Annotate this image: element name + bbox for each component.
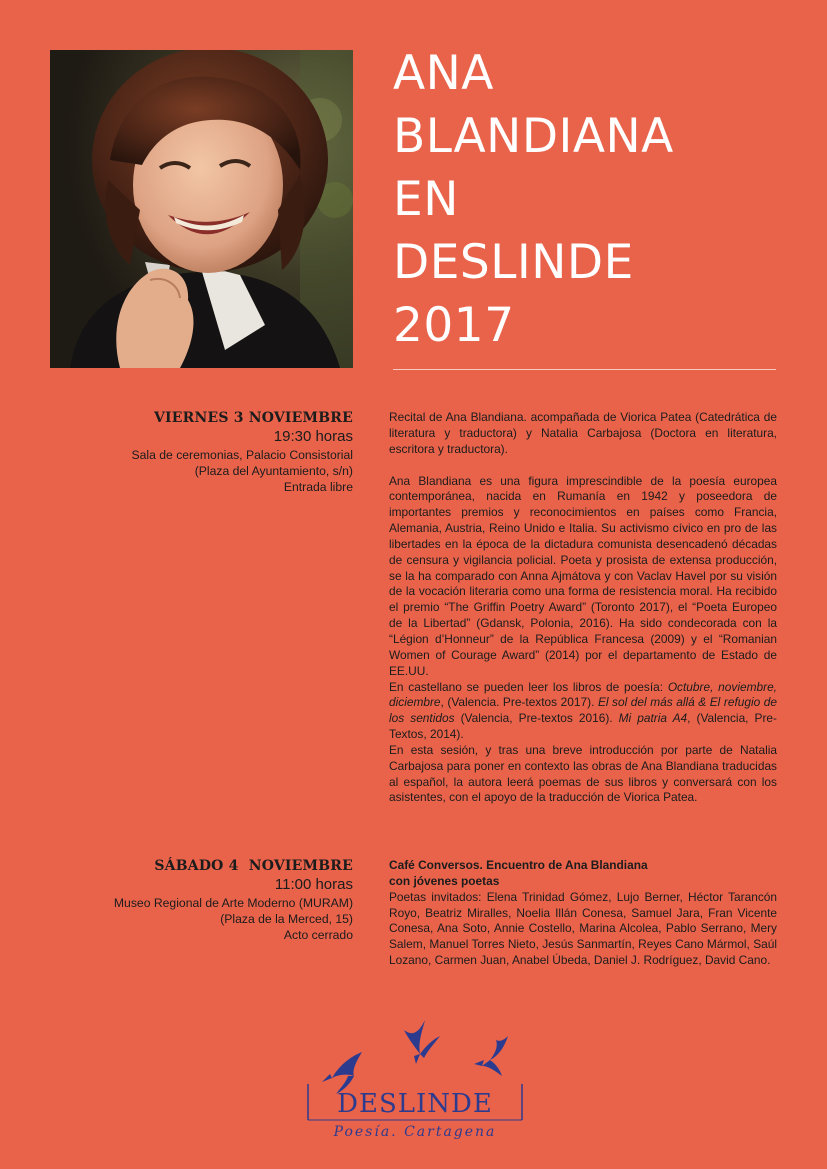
title-line: DESLINDE <box>393 235 634 290</box>
event1-session: En esta sesión, y tras una breve introducción por parte de Natalia Carbajosa para poner en contexto las obras de Ana Blandiana traducidas al español, la autora leerá poemas de sus libros y conversará con los asistentes, con el apoyo de la traducción de Viorica Patea. <box>389 742 777 805</box>
event1-time: 19:30 horas <box>273 428 353 445</box>
event1-bio: Ana Blandiana es una figura imprescindible de la poesía europea contemporánea, nacida en Rumanía en 1942 y poseedora de importantes premios y reconocimientos en países como Francia, Alemania, Austria, Reino Unido e Italia. Su activismo cívico en pro de las libertades en la época de la dictadura comunista desencadenó décadas de censura y vigilancia policial. Poeta y prosista de extensa producción, se la ha comparado con Anna Ajmátova y con Vaclav Havel por su visión de la vocación literaria como una forma de resistencia moral. Ha recibido el premio “The Griffin Poetry Award” (Toronto 2017), el “Poeta Europeo de la Libertad” (Gdansk, Polonia, 2016). Ha sido condecorada con la “Légion d’Honneur” de la República Francesa (2009) y el “Romanian Women of Courage Award” (2014) por el departamento de Estado de EE.UU. <box>389 473 777 678</box>
title-line: ANA <box>393 46 494 101</box>
event1-day: VIERNES 3 NOVIEMBRE <box>153 410 353 426</box>
event1-books <box>389 680 777 743</box>
event1-address: (Plaza del Ayuntamiento, s/n) <box>194 464 353 478</box>
title-line: EN <box>393 172 459 227</box>
deslinde-logo <box>300 1012 530 1147</box>
event2-address: (Plaza de la Merced, 15) <box>220 912 353 926</box>
event1-description <box>389 410 777 806</box>
title-line: 2017 <box>393 298 515 353</box>
event1-venue: Sala de ceremonias, Palacio Consistorial <box>131 448 353 462</box>
event2-info <box>114 857 353 943</box>
event2-heading-line: Café Conversos. Encuentro de Ana Blandiana <box>389 858 648 872</box>
book-title: Mi patria A4 <box>618 711 688 726</box>
event2-heading <box>389 858 777 890</box>
event1-intro: Recital de Ana Blandiana. acompañada de Viorica Patea (Catedrática de literatura y traductora) y Natalia Carbajosa (Doctora en literatura, escritora y traductora). <box>389 410 777 456</box>
event2-venue: Museo Regional de Arte Moderno (MURAM) <box>113 896 353 910</box>
books-lead: En castellano se pueden leer los libros de poesía: <box>389 679 668 694</box>
author-portrait-photo <box>50 50 353 368</box>
event1-access: Entrada libre <box>283 480 353 494</box>
event2-guests: Poetas invitados: Elena Trinidad Gómez, Lujo Berner, Héctor Tarancón Royo, Beatriz Miralles, Noelia Illán Conesa, Samuel Jara, Fran Vicente Conesa, Ana Soto, Annie Costello, Marina Alcolea, Pablo Serrano, Mery Salem, Manuel Torres Nieto, Jesús Sanmartín, Reyes Cano Mármol, Saúl Lozano, Carmen Juan, Anabel Úbeda, Daniel J. Rodríguez, David Cano. <box>389 889 777 968</box>
logo-name: DESLINDE <box>337 1089 493 1119</box>
book-title: Octubre, noviembre, diciembre <box>389 679 777 710</box>
event2-access: Acto cerrado <box>283 928 353 942</box>
book-info: , (Valencia, Pre-Textos, 2014). <box>389 711 777 742</box>
logo-tagline: Poesía. Cartagena <box>333 1124 497 1140</box>
book-info: , (Valencia. Pre-textos 2017). <box>440 695 598 710</box>
book-info: (Valencia, Pre-textos 2016). <box>454 711 619 726</box>
event2-time: 11:00 horas <box>274 876 353 893</box>
book-title: El sol del más allá & El refugio de los sentidos <box>389 695 777 726</box>
event1-info <box>131 409 353 495</box>
title-divider <box>393 369 776 370</box>
poster-title <box>393 42 793 357</box>
event2-day: SÁBADO 4 NOVIEMBRE <box>154 858 353 874</box>
event2-description <box>389 858 777 969</box>
event2-heading-line: con jóvenes poetas <box>389 873 500 888</box>
title-line: BLANDIANA <box>393 109 674 164</box>
